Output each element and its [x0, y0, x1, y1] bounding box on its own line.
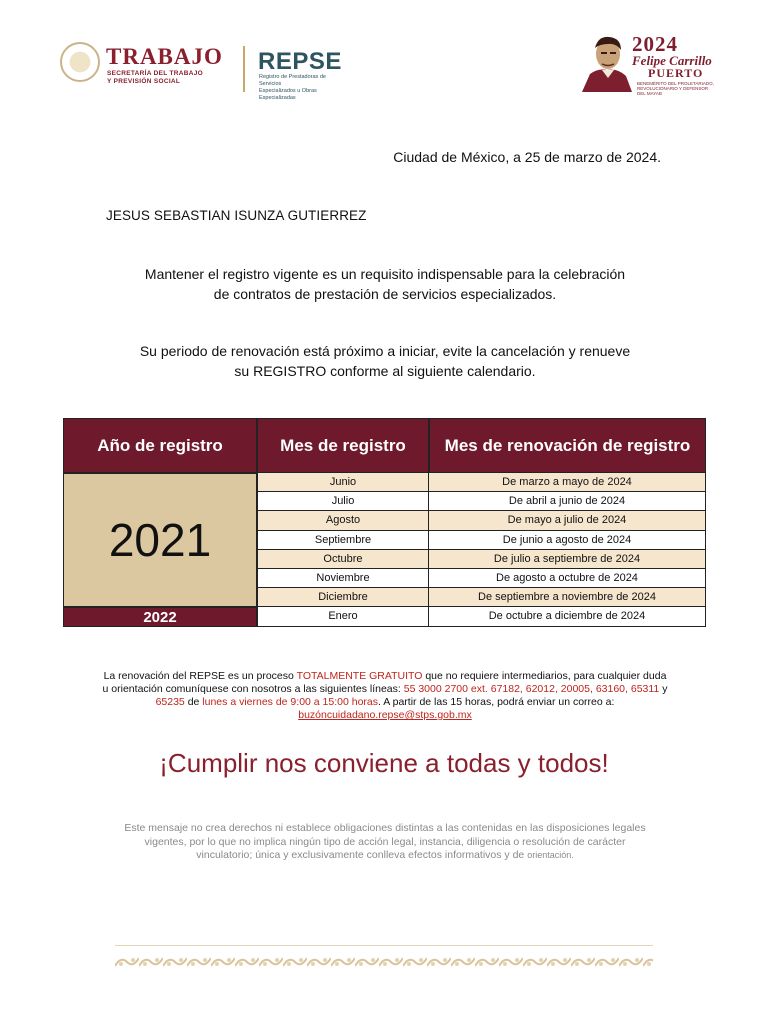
- notice-text: . A partir de las 15 horas, podrá enviar un correo a:: [378, 696, 615, 708]
- renewal-cell: De julio a septiembre de 2024: [429, 550, 706, 569]
- month-cell: Julio: [257, 492, 429, 511]
- table-row: [257, 588, 706, 607]
- repse-subtitle: [259, 74, 337, 102]
- bene-line3: DEL MAYAB: [637, 91, 662, 96]
- table-row: [257, 550, 706, 569]
- legal-disclaimer: [100, 822, 670, 863]
- renewal-cell: De septiembre a noviembre de 2024: [429, 588, 706, 607]
- secretaria-text: [107, 70, 203, 86]
- slogan: ¡Cumplir nos conviene a todas y todos!: [159, 748, 609, 778]
- felipe-carrillo-text: Felipe Carrillo: [632, 53, 712, 68]
- table-row: [257, 473, 706, 492]
- repse-logo-text: REPSE: [258, 48, 342, 75]
- para2-line1: Su periodo de renovación está próximo a iniciar, evite la cancelación y renueve: [139, 343, 631, 359]
- phone-numbers: 55 3000 2700 ext. 67182, 62012, 20005, 63160, 65311: [403, 683, 660, 695]
- table-row: [257, 492, 706, 511]
- bene-line1: BENEMÉRITO DEL PROLETARIADO,: [637, 81, 714, 86]
- puerto-text: PUERTO: [648, 66, 704, 80]
- renewal-cell: De agosto a octubre de 2024: [429, 569, 706, 588]
- trabajo-logo-text: TRABAJO: [106, 44, 223, 69]
- header-renewal-month: Mes de renovación de registro: [429, 418, 706, 473]
- year-2022-cell: 2022: [63, 607, 257, 627]
- free-highlight: TOTALMENTE GRATUITO: [296, 670, 423, 682]
- month-cell: Enero: [257, 607, 429, 626]
- secretaria-line2: Y PREVISIÓN SOCIAL: [107, 78, 181, 85]
- para2-line2: su REGISTRO conforme al siguiente calendario.: [234, 363, 536, 379]
- repse-sub-line1: Registro de Prestadoras de Servicios: [259, 74, 326, 87]
- para1-line2: de contratos de prestación de servicios especializados.: [213, 286, 557, 302]
- recipient-name: JESUS SEBASTIAN ISUNZA GUTIERREZ: [106, 208, 367, 223]
- year-2024-text: 2024: [632, 32, 678, 56]
- table-row: [257, 511, 706, 530]
- renewal-cell: De mayo a julio de 2024: [429, 511, 706, 530]
- renewal-cell: De marzo a mayo de 2024: [429, 473, 706, 492]
- notice-text: de: [184, 696, 203, 708]
- bene-line2: REVOLUCIONARIO Y DEFENSOR: [637, 86, 709, 91]
- phone-number-last: 65235: [155, 696, 185, 708]
- table-row: [257, 569, 706, 588]
- disclaimer-line1: Este mensaje no crea derechos ni establece obligaciones distintas a las contenidas en las disposiciones legales: [124, 822, 646, 834]
- benemerito-text: [637, 81, 717, 96]
- month-cell: Septiembre: [257, 531, 429, 550]
- portrait-icon: [578, 34, 636, 92]
- renewal-cell: De junio a agosto de 2024: [429, 531, 706, 550]
- header-registration-year: Año de registro: [63, 418, 257, 473]
- ornament-border-icon: [115, 954, 653, 970]
- letter-date: Ciudad de México, a 25 de marzo de 2024.: [393, 149, 661, 165]
- notice-text: y: [659, 683, 668, 695]
- year-2021-cell: 2021: [63, 473, 257, 607]
- paragraph-renewal: [90, 341, 680, 381]
- eagle-seal-icon: [60, 42, 100, 82]
- month-cell: Junio: [257, 473, 429, 492]
- paragraph-requirement: [90, 264, 680, 304]
- notice-text: La renovación del REPSE es un proceso: [103, 670, 297, 682]
- renewal-cell: De abril a junio de 2024: [429, 492, 706, 511]
- free-process-notice: [100, 670, 670, 722]
- renewal-cell: De octubre a diciembre de 2024: [429, 607, 706, 626]
- para1-line1: Mantener el registro vigente es un requisito indispensable para la celebración: [144, 266, 626, 282]
- logo-divider: [243, 46, 245, 92]
- repse-sub-line2: Especializados u Obras Especializadas: [259, 88, 317, 101]
- office-hours: lunes a viernes de 9:00 a 15:00 horas: [202, 696, 379, 708]
- table-row: [257, 607, 706, 626]
- table-row: [257, 531, 706, 550]
- disclaimer-line2: vigentes, por lo que no implica ningún tipo de acción legal, instancia, diligencia o resolución de carácter: [144, 835, 626, 848]
- month-cell: Diciembre: [257, 588, 429, 607]
- footer-divider: [115, 945, 653, 946]
- month-cell: Octubre: [257, 550, 429, 569]
- month-cell: Noviembre: [257, 569, 429, 588]
- email-link[interactable]: buzóncuidadano.repse@stps.gob.mx: [298, 709, 472, 721]
- notice-text: que no requiere intermediarios, para cualquier duda u orientación comuníquese con nosotros a las siguientes líneas:: [102, 670, 667, 695]
- secretaria-line1: SECRETARÍA DEL TRABAJO: [107, 70, 204, 77]
- header-registration-month: Mes de registro: [257, 418, 429, 473]
- month-cell: Agosto: [257, 511, 429, 530]
- disclaimer-line3: vinculatorio; única y exclusivamente conlleva efectos informativos y de orientación.: [196, 849, 574, 861]
